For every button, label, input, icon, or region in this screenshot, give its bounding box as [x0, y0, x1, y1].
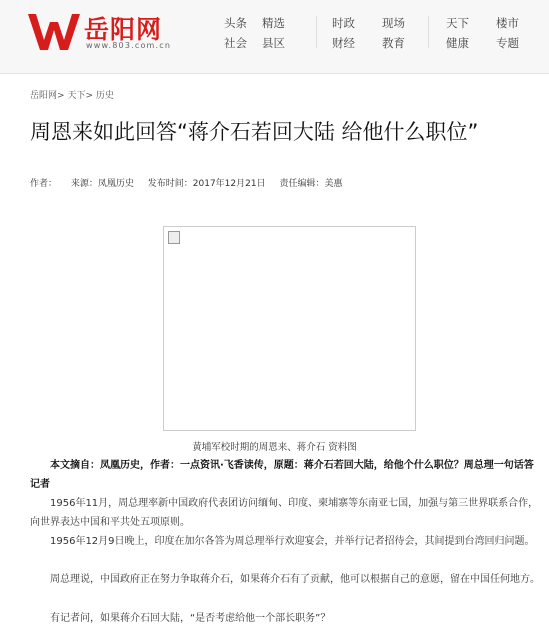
nav-item-loushi[interactable]: 楼市: [496, 16, 519, 30]
article-paragraph: 本文摘自：凤凰历史，作者：一点资讯·飞香读传，原题：蒋介石若回大陆，给他个什么职位？周总理一句话答记者: [30, 460, 534, 490]
nav-item-shehui[interactable]: 社会: [224, 36, 247, 50]
logo-url: www.803.com.cn: [86, 41, 172, 50]
nav-item-xianqu[interactable]: 县区: [262, 36, 285, 50]
nav-item-shizheng[interactable]: 时政: [332, 16, 355, 30]
article-paragraph: 1956年11月，周总理率新中国政府代表团访问缅甸、印度、柬埔寨等东南亚七国，加强与第三世界联系合作，向世界表达中国和平共处五项原则。: [30, 498, 539, 528]
nav-divider: [428, 16, 429, 48]
breadcrumb-home[interactable]: 岳阳网: [30, 91, 58, 101]
breadcrumb-lishi[interactable]: 历史: [95, 91, 114, 101]
nav-item-tianxia[interactable]: 天下: [446, 16, 469, 30]
editor: 责任编辑：美惠: [279, 179, 343, 189]
nav-divider: [316, 16, 317, 48]
nav-item-zhuanti[interactable]: 专题: [496, 36, 519, 50]
nav-group-2: [332, 12, 420, 52]
logo-text: 岳阳网: [84, 15, 163, 44]
publish-time: 发布时间：2017年12月21日: [147, 179, 266, 189]
breadcrumb-tianxia[interactable]: 天下: [67, 91, 86, 101]
breadcrumb-separator: >: [57, 91, 65, 101]
nav-item-jingxuan[interactable]: 精选: [262, 16, 285, 30]
broken-image-icon: [168, 231, 180, 244]
main-nav: [224, 12, 549, 52]
author-label: 作者：: [30, 179, 58, 189]
nav-item-jiankang[interactable]: 健康: [446, 36, 469, 50]
article-paragraph: 周总理说，中国政府正在努力争取蒋介石，如果蒋介石有了贡献，他可以根据自己的意愿，留在中国任何地方。: [50, 574, 540, 585]
breadcrumb-separator: >: [85, 91, 93, 101]
nav-item-caijing[interactable]: 财经: [332, 36, 355, 50]
site-logo[interactable]: [26, 8, 206, 58]
article-meta: [30, 176, 353, 189]
article-image: [163, 226, 416, 431]
article-source: 来源：凤凰历史: [70, 179, 134, 189]
site-header: [0, 0, 549, 74]
article-title: 周恩来如此回答“蒋介石若回大陆 给他什么职位”: [30, 120, 479, 144]
nav-group-1: [224, 12, 300, 52]
article-paragraph: 1956年12月9日晚上，印度在加尔各答为周总理举行欢迎宴会，并举行记者招待会，其间提到台湾回归问题。: [50, 536, 535, 547]
image-caption: 黄埔军校时期的周恩来、蒋介石 资料图: [192, 442, 357, 453]
nav-item-jiaoyu[interactable]: 教育: [382, 36, 405, 50]
breadcrumb: [30, 88, 114, 101]
nav-item-xianchang[interactable]: 现场: [382, 16, 405, 30]
nav-item-toutiao[interactable]: 头条: [224, 16, 247, 30]
article-paragraph: 有记者问，如果蒋介石回大陆，“是否考虑给他一个部长职务”？: [50, 613, 331, 624]
logo-w-icon: [26, 8, 82, 54]
nav-group-3: [446, 12, 534, 52]
